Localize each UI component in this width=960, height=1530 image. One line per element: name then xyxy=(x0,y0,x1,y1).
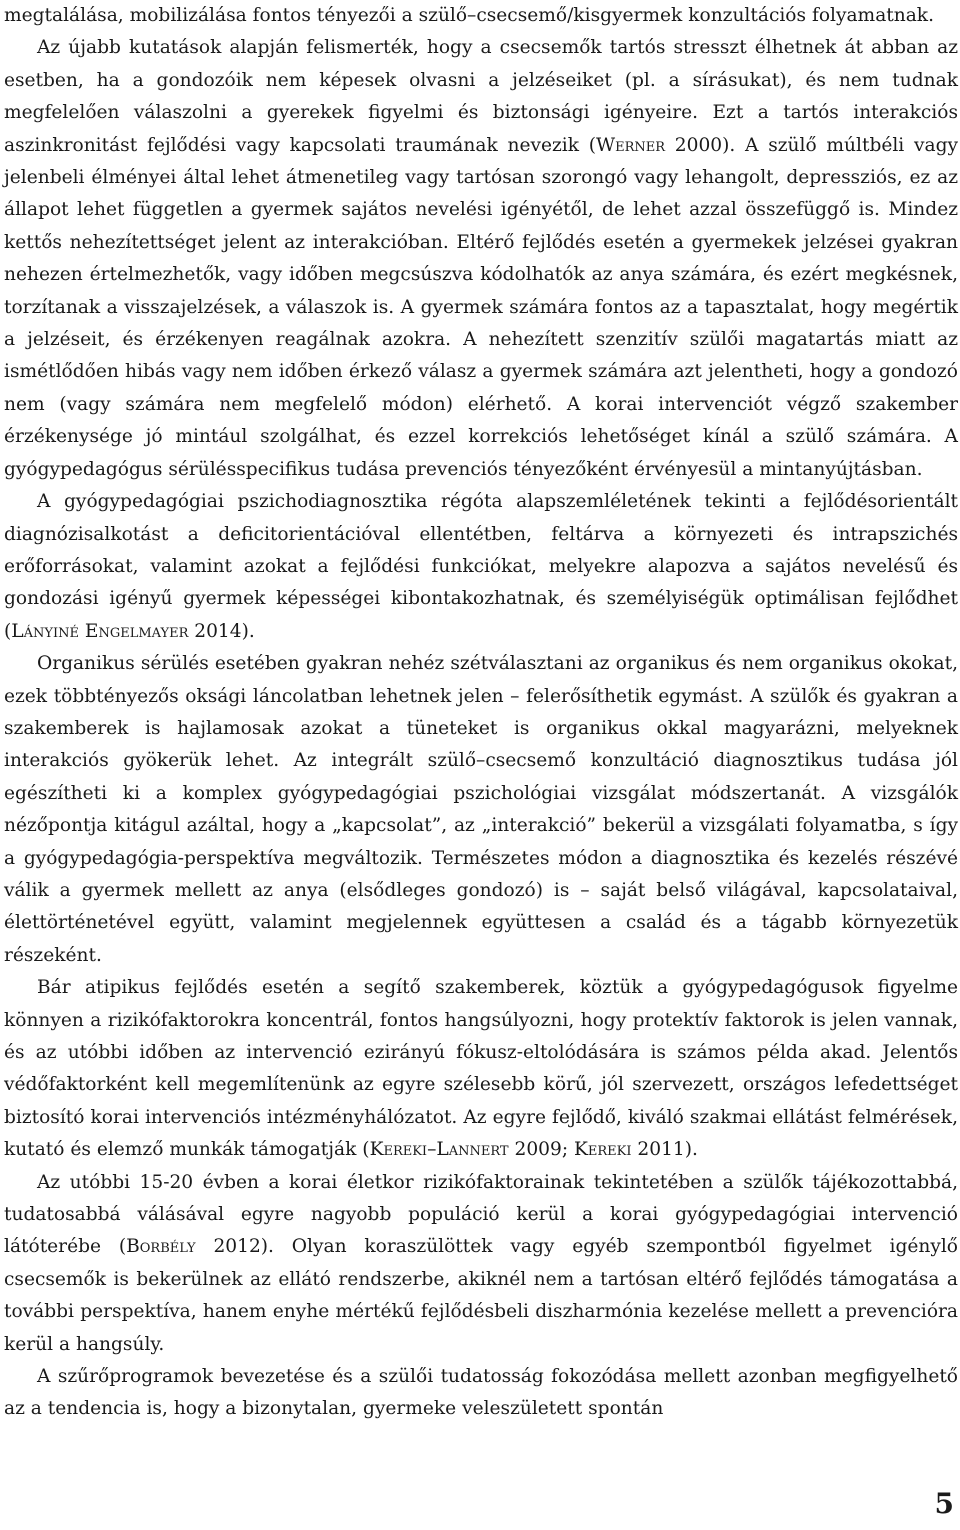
paragraph-text: 2012). Olyan koraszülöttek vagy egyéb szempontból figyelmet igénylő csecsemők is bekerülnek az ellátó rendszerbe, akiknél nem a tartósan eltérő fejlődés támogatása a további perspektíva, hanem enyhe mértékű fejlődésbeli diszharmónia kezelése mellett a prevencióra kerül a hangsúly. xyxy=(4,1236,958,1355)
paragraph xyxy=(4,972,958,1166)
paragraph-text: 2000). A szülő múltbéli vagy jelenbeli élményei által lehet átmenetileg vagy tartósan szorongó vagy lehangolt, depressziós, ez az állapot lehet független a gyermek sajátos nevelési igényétől, de lehet azzal összefüggő is. Mindez kettős nehezítettséget jelent az interakcióban. Eltérő fejlődés esetén a gyermekek jelzései gyakran nehezen értelmezhetők, vagy időben megcsúszva kódolhatók az anya számára, és ezért megkésnek, torzítanak a visszajelzések, a válaszok is. A gyermek számára fontos az a tapasztalat, hogy megértik a jelzéseit, és érzékenyen reagálnak azokra. A nehezített szenzitív szülői magatartás miatt az ismétlődően hibás vagy nem időben érkező válasz a gyermek számára azt jelentheti, hogy a gondozó nem (vagy számára nem megfelelő módon) elérhető. A korai intervenciót végző szakember érzékenysége jó mintául szolgálhat, és ezzel korrekciós lehetőséget kínál a szülő számára. A gyógypedagógus sérülésspecifikus tudása prevenciós tényezőként érvényesül a mintanyújtásban. xyxy=(4,134,958,480)
paragraph xyxy=(4,32,958,486)
paragraph xyxy=(4,1361,958,1426)
paragraph-text: Az utóbbi 15-20 évben a korai életkor rizikófaktorainak tekintetében a szülők tájékozottabbá, tudatosabbá válásával egyre nagyobb populáció kerül a korai gyógypedagógiai intervenció látóterébe ( xyxy=(4,1171,958,1258)
paragraph-text: 2011). xyxy=(631,1139,698,1161)
citation-author: Werner xyxy=(595,134,666,156)
document-body xyxy=(4,0,958,1426)
citation-author: Lányiné Engelmayer xyxy=(11,620,189,642)
paragraph-text: A gyógypedagógiai pszichodiagnosztika régóta alapszemléletének tekinti a fejlődésorientált diagnózisalkotást a deficitorientációval ellentétben, feltárva a környezeti és intrapszichés erőforrásokat, valamint azokat a fejlődési funkciókat, melyekre alapozva a sajátos nevelésű és gondozási igényű gyermek képességei kibontakozhatnak, és személyiségük optimálisan fejlődhet ( xyxy=(4,491,958,642)
page-number: 5 xyxy=(934,1487,954,1520)
paragraph-text: Az újabb kutatások alapján felismerték, hogy a csecsemők tartós stresszt élhetnek át abban az esetben, ha a gondozóik nem képesek olvasni a jelzéseiket (pl. a sírásukat), és nem tudnak megfelelően válaszolni a gyerekek figyelmi és biztonsági igényeire. Ezt a tartós interakciós aszinkronitást fejlődési vagy kapcsolati traumának nevezik ( xyxy=(4,37,958,156)
paragraph-text: megtalálása, mobilizálása fontos tényezői a szülő–csecsemő/kisgyermek konzultációs folyamatnak. xyxy=(4,5,934,26)
citation-author: Kereki xyxy=(369,1139,428,1161)
paragraph-text: 2014). xyxy=(188,620,255,642)
paragraph xyxy=(4,648,958,972)
citation-author: Lannert xyxy=(436,1139,509,1161)
paragraph xyxy=(4,0,958,32)
paragraph-text: Organikus sérülés esetében gyakran nehéz szétválasztani az organikus és nem organikus okokat, ezek többtényezős oksági láncolatban lehetnek jelen – felerősíthetik egymást. A szülők és gyakran a szakemberek is hajlamosak azokat a tüneteket is organikus okkal magyarázni, melyeknek interakciós gyökerük lehet. Az integrált szülő–csecsemő konzultáció diagnosztikus tudása jól egészítheti ki a komplex gyógypedagógiai pszichológiai vizsgálat módszertanát. A vizsgálók nézőpontja kitágul azáltal, hogy a „kapcsolat”, az „interakció” bekerül a vizsgálati folyamatba, s így a gyógypedagógia-perspektíva megváltozik. Természetes módon a diagnosztika és kezelés részévé válik a gyermek mellett az anya (elsődleges gondozó) is – saját belső világával, kapcsolataival, élettörténetével együtt, valamint megjelennek együttesen a család és a tágabb környezetük részeként. xyxy=(4,653,958,966)
paragraph-text: A szűrőprogramok bevezetése és a szülői tudatosság fokozódása mellett azonban megfigyelhető az a tendencia is, hogy a bizonytalan, gyermeke veleszületett spontán xyxy=(4,1366,958,1420)
paragraph xyxy=(4,1167,958,1361)
paragraph-text: – xyxy=(427,1139,437,1161)
paragraph-text: Bár atipikus fejlődés esetén a segítő szakemberek, köztük a gyógypedagógusok figyelme könnyen a rizikófaktorokra koncentrál, fontos hangsúlyozni, hogy protektív faktorok is jelen vannak, és az utóbbi időben az intervenció ezirányú fókusz-eltolódására is számos példa akad. Jelentős védőfaktorként kell megemlítenünk az egyre szélesebb körű, jól szervezett, országos lefedettséget biztosító korai intervenciós intézményhálózatot. Az egyre fejlődő, kiváló szakmai ellátást felmérések, kutató és elemző munkák támogatják ( xyxy=(4,977,958,1161)
citation-author: Borbély xyxy=(126,1236,196,1258)
citation-author: Kereki xyxy=(574,1139,632,1161)
paragraph xyxy=(4,486,958,648)
paragraph-text: 2009; xyxy=(508,1139,574,1161)
